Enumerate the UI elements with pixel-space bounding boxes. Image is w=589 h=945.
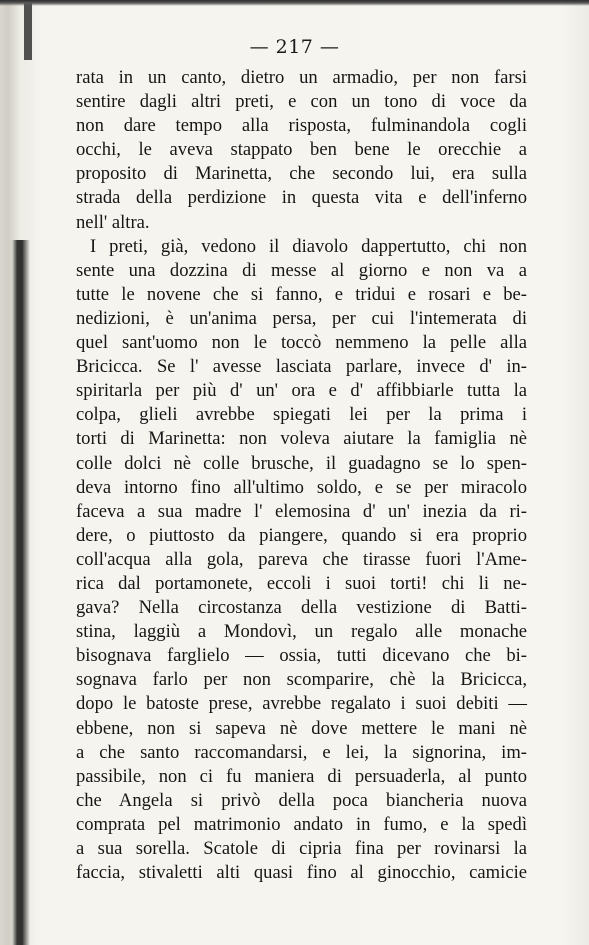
text-line: comprata pel matrimonio andato in fumo, e la spedì bbox=[76, 813, 527, 835]
text-line: non dare tempo alla risposta, fulminandola cogli bbox=[76, 115, 527, 137]
text-line: bisognava farglielo — ossia, tutti dicevano che bi- bbox=[76, 645, 527, 667]
page-number: — 217 — bbox=[249, 36, 340, 58]
text-line: colle dolci nè colle brusche, il guadagno se lo spen- bbox=[76, 452, 527, 474]
text-line: quel sant'uomo non le toccò nemmeno la pelle alla bbox=[76, 332, 527, 354]
text-line: dere, o piuttosto da piangere, quando si era proprio bbox=[76, 524, 527, 546]
text-line: Bricicca. Se l' avesse lasciata parlare, invece d' in- bbox=[76, 356, 527, 378]
text-line: torti di Marinetta: non voleva aiutare la famiglia nè bbox=[76, 428, 527, 450]
text-line: faceva a sua madre l' elemosina d' un' inezia da ri- bbox=[76, 500, 527, 522]
text-line: sentire dagli altri preti, e con un tono di voce da bbox=[76, 91, 527, 113]
text-line: passibile, non ci fu maniera di persuaderla, al punto bbox=[76, 765, 527, 787]
text-line: nell' altra. bbox=[76, 211, 150, 233]
text-line: nedizioni, è un'anima persa, per cui l'intemerata di bbox=[76, 307, 527, 329]
text-line: dopo le batoste prese, avrebbe regalato i suoi debiti — bbox=[76, 693, 527, 715]
text-line: coll'acqua alla gola, pareva che tirasse fuori l'Ame- bbox=[76, 548, 527, 570]
text-line: spiritarla per più d' un' ora e d' affibbiarle tutta la bbox=[76, 380, 527, 402]
text-line: rata in un canto, dietro un armadio, per non farsi bbox=[76, 67, 527, 88]
paragraph bbox=[76, 235, 527, 886]
text-line: stina, laggiù a Mondovì, un regalo alle monache bbox=[76, 621, 527, 643]
text-line: proposito di Marinetta, che secondo lui, era sulla bbox=[76, 163, 527, 185]
text-line: ebbene, non si sapeva nè dove mettere le mani nè bbox=[76, 717, 527, 739]
text-line: I preti, già, vedono il diavolo dappertutto, chi non bbox=[90, 235, 527, 257]
text-line: faccia, stivaletti alti quasi fino al ginocchio, camicie bbox=[76, 862, 527, 884]
paragraph bbox=[76, 66, 527, 235]
page-top-edge bbox=[0, 0, 589, 6]
text-line: occhi, le aveva stappato ben bene le orecchie a bbox=[76, 139, 527, 161]
text-line: sognava farlo per non scomparire, chè la Bricicca, bbox=[76, 669, 527, 691]
text-line: a sua sorella. Scatole di cipria fina per rovinarsi la bbox=[76, 838, 527, 859]
text-line: che Angela si privò della poca biancheria nuova bbox=[76, 789, 527, 811]
text-line: rica dal portamonete, eccoli i suoi torti! chi li ne- bbox=[76, 572, 527, 594]
text-line: tutte le novene che si fanno, e tridui e rosari e be- bbox=[76, 283, 527, 305]
text-line: deva intorno fino all'ultimo soldo, e se per miracolo bbox=[76, 476, 527, 498]
text-line: colpa, glieli avrebbe spiegati lei per la prima i bbox=[76, 404, 527, 426]
text-line: gava? Nella circostanza della vestizione di Batti- bbox=[76, 597, 527, 619]
body-text bbox=[76, 66, 527, 885]
text-line: strada della perdizione in questa vita e dell'inferno bbox=[76, 187, 527, 209]
text-line: a che santo raccomandarsi, e lei, la signorina, im- bbox=[76, 741, 527, 763]
binding-shadow bbox=[12, 240, 30, 945]
text-line: sente una dozzina di messe al giorno e non va a bbox=[76, 259, 527, 281]
